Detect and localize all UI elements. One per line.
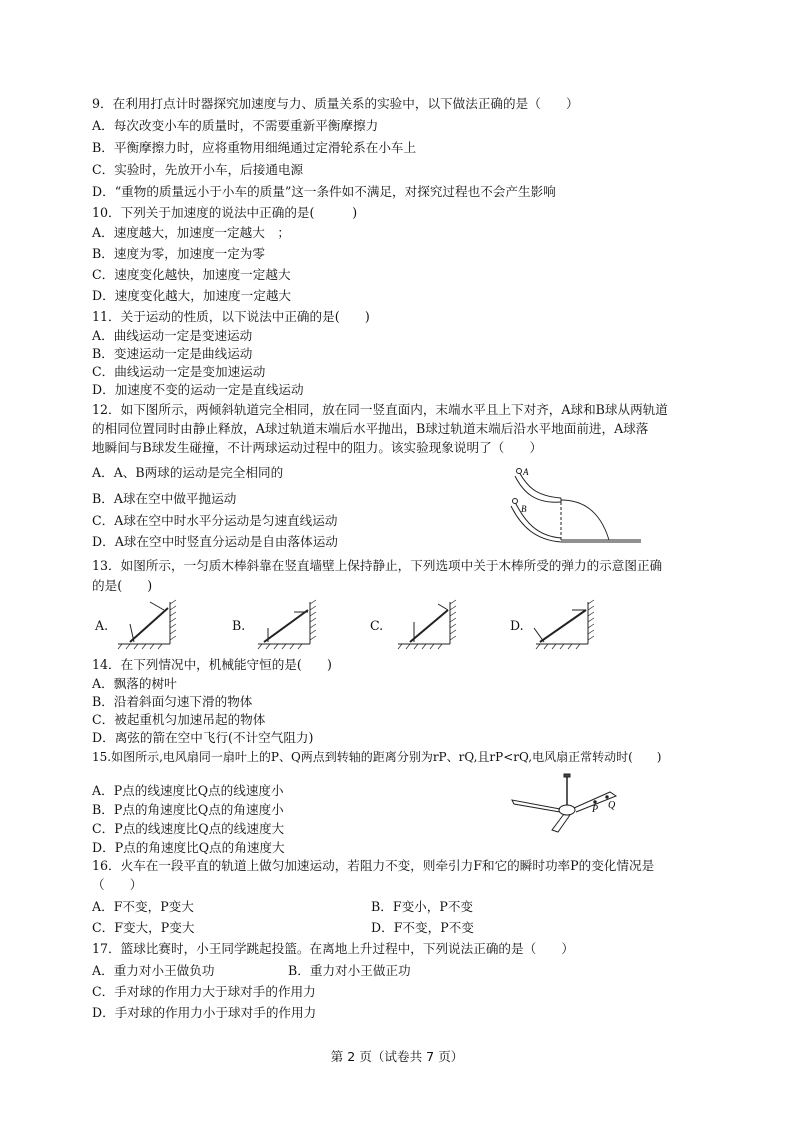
q15-stem: 15.如图所示,电风扇同一扇叶上的P、Q两点到转轴的距离分别为rP、rQ,且rP<rQ,电风扇正常转动时( ): [92, 750, 662, 764]
q17-option-b: B．重力对小王做正功: [288, 963, 411, 978]
q10-option-c: C．速度变化越快，加速度一定越大: [92, 267, 291, 282]
q11-option-d: D．加速度不变的运动一定是直线运动: [92, 382, 304, 397]
page-footer: 第 2 页（试卷共 7 页）: [330, 1049, 464, 1064]
q16-option-b: B．F变小，P不变: [371, 899, 474, 914]
q15-option-c: C．P点的线速度比Q点的线速度大: [92, 821, 285, 836]
q12-option-a: A．A、B两球的运动是完全相同的: [92, 465, 284, 480]
q15-label-p: P: [592, 804, 599, 815]
q16-option-d: D．F不变，P不变: [371, 920, 474, 935]
q12-stem-line-3: 地瞬间与B球发生碰撞，不计两球运动过程中的阻力。该实验现象说明了（ ）: [92, 440, 543, 455]
q9-option-d: D．“重物的质量远小于小车的质量”这一条件如不满足，对探究过程也不会产生影响: [92, 184, 556, 199]
q11-option-a: A．曲线运动一定是变速运动: [92, 328, 253, 343]
q16-stem-cont: （ ）: [92, 877, 143, 892]
q13-stem-line-2: 的是( ): [92, 578, 153, 593]
q17-option-c: C．手对球的作用力大于球对手的作用力: [92, 984, 316, 999]
q12-label-a: A: [523, 467, 529, 477]
q13-figure-c: [394, 598, 462, 650]
q11-stem: 11．关于运动的性质，以下说法中正确的是( ): [92, 309, 370, 324]
q17-option-d: D．手对球的作用力小于球对手的作用力: [92, 1005, 317, 1020]
q12-option-c: C．A球在空中时水平分运动是匀速直线运动: [92, 513, 338, 528]
q11-option-c: C．曲线运动一定是变加速运动: [92, 364, 266, 379]
q14-option-a: A．飘落的树叶: [92, 676, 177, 691]
q9-option-c: C．实验时，先放开小车，后接通电源: [92, 162, 304, 177]
q13-figure-d: [532, 598, 600, 650]
q12-stem-line-2: 的相同位置同时由静止释放，A球过轨道末端后水平抛出，B球过轨道末端后沿水平地面前进，A球落: [92, 421, 649, 436]
q12-option-d: D．A球在空中时竖直分运动是自由落体运动: [92, 534, 338, 549]
q10-option-b: B．速度为零，加速度一定为零: [92, 246, 265, 261]
q13-figure-b: [254, 598, 322, 650]
q13-option-b-label: B.: [232, 618, 246, 633]
q15-option-d: D．P点的角速度比Q点的角速度大: [92, 840, 285, 855]
q16-option-a: A．F不变，P变大: [92, 899, 194, 914]
q17-option-a: A．重力对小王做负功: [92, 963, 215, 978]
q13-stem-line-1: 13．如图所示，一匀质木棒斜靠在竖直墙壁上保持静止，下列选项中关于木棒所受的弹力的示意图正确: [92, 558, 663, 573]
q12-track-figure: [505, 462, 645, 546]
q15-fan-figure: [508, 772, 628, 834]
q17-stem: 17．篮球比赛时，小王同学跳起投篮。在离地上升过程中，下列说法正确的是（ ）: [92, 941, 574, 956]
q12-label-b: B: [521, 504, 527, 514]
q14-option-d: D．离弦的箭在空中飞行(不计空气阻力): [92, 730, 314, 745]
q16-option-c: C．F变大，P变大: [92, 920, 195, 935]
q11-option-b: B．变速运动一定是曲线运动: [92, 346, 253, 361]
q15-option-b: B．P点的角速度比Q点的角速度小: [92, 802, 284, 817]
q9-option-a: A．每次改变小车的质量时，不需要重新平衡摩擦力: [92, 118, 379, 133]
q14-option-c: C．被起重机匀加速吊起的物体: [92, 712, 266, 727]
q15-option-a: A．P点的线速度比Q点的线速度小: [92, 783, 284, 798]
q13-figure-a: [114, 598, 182, 650]
q13-option-d-label: D.: [510, 618, 524, 633]
q10-option-a: A．速度越大，加速度一定越大 ；: [92, 225, 291, 240]
q14-option-b: B．沿着斜面匀速下滑的物体: [92, 694, 253, 709]
q12-stem-line-1: 12．如下图所示，两倾斜轨道完全相同，放在同一竖直面内，末端水平且上下对齐，A球和B球从两轨道: [92, 402, 668, 417]
q14-stem: 14．在下列情况中，机械能守恒的是( ): [92, 657, 332, 672]
q13-option-c-label: C.: [370, 618, 384, 633]
q10-option-d: D．速度变化越大，加速度一定越大: [92, 288, 292, 303]
q15-label-q: Q: [608, 800, 616, 811]
q9-stem: 9．在利用打点计时器探究加速度与力、质量关系的实验中，以下做法正确的是（ ）: [92, 96, 579, 111]
q9-option-b: B．平衡摩擦力时，应将重物用细绳通过定滑轮系在小车上: [92, 140, 417, 155]
q13-option-a-label: A.: [95, 618, 109, 633]
q12-option-b: B．A球在空中做平抛运动: [92, 491, 237, 506]
q16-stem: 16．火车在一段平直的轨道上做匀加速运动，若阻力不变，则牵引力F和它的瞬时功率P的变化情况是: [92, 858, 655, 873]
q10-stem: 10．下列关于加速度的说法中正确的是( ): [92, 205, 358, 220]
